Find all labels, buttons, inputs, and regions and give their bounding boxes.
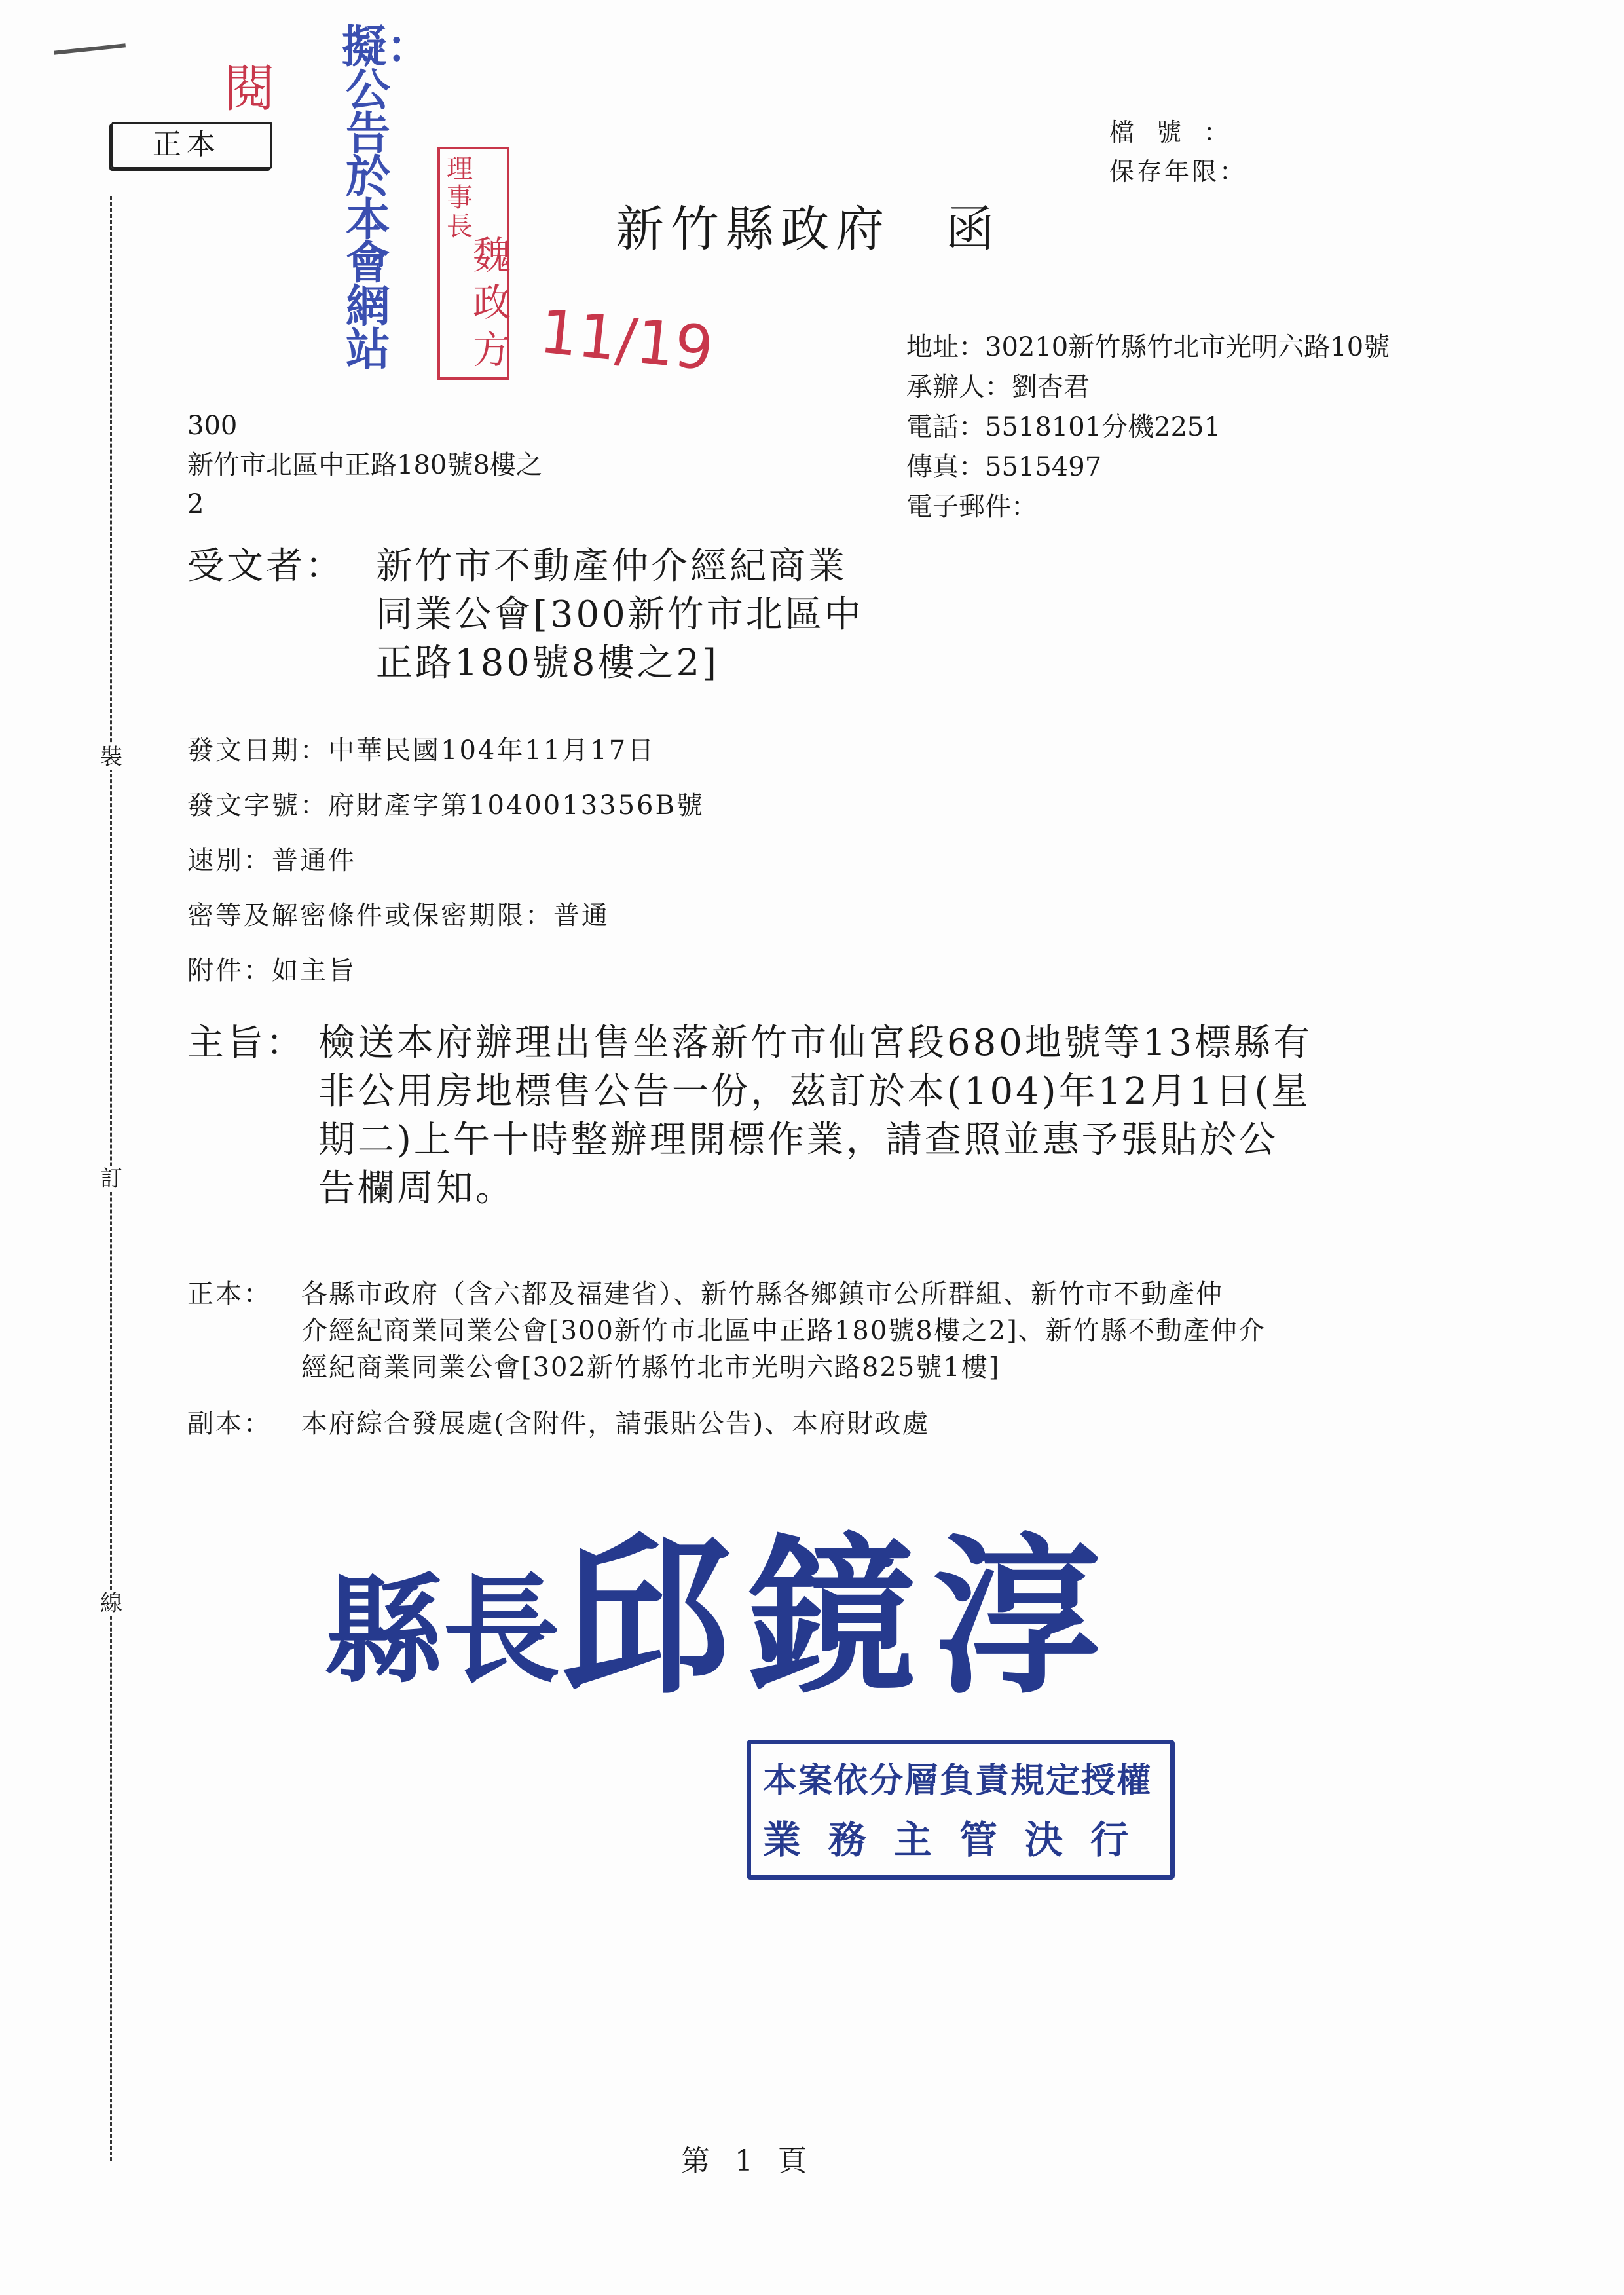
recipient-line: 新竹市不動產仲介經紀商業 [376,545,847,588]
postal-line2: 2 [187,489,204,519]
magistrate-name: 邱鏡淳 [561,1518,1119,1717]
sender-fax: 傳真：5515497 [906,452,1102,482]
postal-zip: 300 [187,411,238,441]
original-recipients-label: 正本： [187,1279,272,1309]
binding-mark-xian: 線 [98,1590,124,1616]
subject-line: 期二)上午十時整辦理開標作業，請查照並惠予張貼於公 [318,1119,1278,1161]
original-copy-label: 正本 [153,128,221,161]
copy-recipients-label: 副本： [187,1409,272,1439]
sender-info [906,327,1390,527]
issue-date: 發文日期：中華民國104年11月17日 [187,736,656,766]
file-number-label: 檔號： [1109,118,1251,147]
issue-number: 發文字號：府財產字第1040013356B號 [187,791,705,821]
ink-stroke [54,43,126,54]
recipient-name [376,542,864,688]
postal-line1: 新竹市北區中正路180號8樓之 [187,450,542,480]
subject-label: 主旨： [187,1022,305,1064]
chairman-seal-title: 理事長 [447,154,473,242]
red-handwritten-date: 11/19 [536,296,717,384]
sender-address: 地址：30210新竹縣竹北市光明六路10號 [906,332,1390,362]
subject-line: 非公用房地標售公告一份，茲訂於本(104)年12月1日(星 [318,1070,1311,1113]
chairman-seal [437,147,509,380]
document-meta [187,723,705,998]
original-recipients-line: 介經紀商業同業公會[300新竹市北區中正路180號8樓之2]、新竹縣不動產仲介 [301,1316,1266,1346]
retention-label: 保存年限： [1109,157,1247,186]
subject-line: 告欄周知。 [318,1167,515,1210]
sender-officer: 承辦人：劉杏君 [906,372,1090,402]
chairman-seal-name: 魏政方 [473,233,511,372]
original-recipients [301,1276,1454,1386]
sender-email: 電子郵件： [906,492,1037,522]
magistrate-signature-stamp [325,1518,1119,1717]
recipient-line: 同業公會[300新竹市北區中 [376,593,864,636]
blue-handwritten-note: 擬：公告於本會網站 [342,22,432,376]
binding-mark-ding: 訂 [98,1166,124,1192]
attachment-note: 附件：如主旨 [187,956,356,986]
recipient-label: 受文者： [187,545,344,588]
authorization-stamp [747,1740,1175,1880]
subject-line: 檢送本府辦理出售坐落新竹市仙宮段680地號等13標縣有 [318,1022,1313,1064]
delivery-speed: 速別：普通件 [187,846,356,876]
authorization-line-1: 本案依分層負責規定授權 [763,1761,1153,1801]
authorization-line-2: 業務主管決行 [763,1818,1156,1862]
document-title: 新竹縣政府 函 [616,201,1001,257]
original-recipients-line: 各縣市政府（含六都及福建省）、新竹縣各鄉鎮市公所群組、新竹市不動產仲 [301,1279,1223,1309]
magistrate-title: 縣長 [325,1561,561,1700]
addressee-postal [187,406,542,524]
binding-mark-zhuang: 裝 [98,744,124,770]
page-number: 第 1 頁 [681,2144,815,2178]
security-level: 密等及解密條件或保密期限：普通 [187,901,610,931]
red-approval-mark: 閱 [224,60,276,119]
recipient-line: 正路180號8樓之2] [376,642,719,684]
original-recipients-line: 經紀商業同業公會[302新竹縣竹北市光明六路825號1樓] [301,1353,1001,1383]
copy-recipients: 本府綜合發展處(含附件，請張貼公告)、本府財政處 [301,1409,930,1439]
sender-phone: 電話：5518101分機2251 [906,412,1221,442]
subject-text [318,1019,1471,1213]
